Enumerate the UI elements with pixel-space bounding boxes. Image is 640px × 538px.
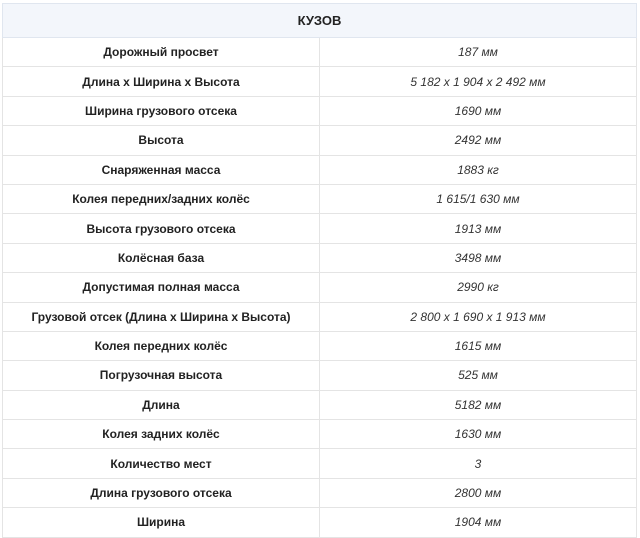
spec-value: 5 182 x 1 904 x 2 492 мм: [320, 67, 637, 96]
spec-label: Колея задних колёс: [3, 420, 320, 449]
table-row: [3, 155, 637, 184]
spec-value: 187 мм: [320, 38, 637, 67]
table-row: [3, 273, 637, 302]
spec-label: Длина x Ширина x Высота: [3, 67, 320, 96]
spec-label: Длина: [3, 390, 320, 419]
spec-label: Высота грузового отсека: [3, 214, 320, 243]
table-header-row: [3, 4, 637, 38]
spec-value: 1 615/1 630 мм: [320, 184, 637, 213]
table-row: [3, 67, 637, 96]
table-row: [3, 184, 637, 213]
spec-label: Снаряженная масса: [3, 155, 320, 184]
spec-value: 2492 мм: [320, 126, 637, 155]
spec-label: Ширина грузового отсека: [3, 96, 320, 125]
spec-value: 525 мм: [320, 361, 637, 390]
spec-value: 1913 мм: [320, 214, 637, 243]
spec-value: 2990 кг: [320, 273, 637, 302]
table-row: [3, 126, 637, 155]
spec-label: Допустимая полная масса: [3, 273, 320, 302]
spec-value: 2 800 x 1 690 x 1 913 мм: [320, 302, 637, 331]
section-title: КУЗОВ: [3, 4, 637, 38]
table-row: [3, 38, 637, 67]
specs-table-body: [3, 38, 637, 538]
table-row: [3, 449, 637, 478]
spec-label: Длина грузового отсека: [3, 478, 320, 507]
table-row: [3, 420, 637, 449]
table-row: [3, 243, 637, 272]
table-row: [3, 508, 637, 537]
spec-label: Высота: [3, 126, 320, 155]
table-row: [3, 96, 637, 125]
spec-value: 1904 мм: [320, 508, 637, 537]
table-row: [3, 361, 637, 390]
table-row: [3, 478, 637, 507]
spec-label: Ширина: [3, 508, 320, 537]
table-row: [3, 214, 637, 243]
spec-label: Грузовой отсек (Длина x Ширина x Высота): [3, 302, 320, 331]
spec-value: 3498 мм: [320, 243, 637, 272]
spec-value: 1630 мм: [320, 420, 637, 449]
spec-label: Количество мест: [3, 449, 320, 478]
spec-value: 2800 мм: [320, 478, 637, 507]
table-row: [3, 302, 637, 331]
spec-value: 3: [320, 449, 637, 478]
spec-value: 1615 мм: [320, 331, 637, 360]
spec-label: Погрузочная высота: [3, 361, 320, 390]
spec-label: Колёсная база: [3, 243, 320, 272]
table-row: [3, 331, 637, 360]
spec-label: Колея передних колёс: [3, 331, 320, 360]
spec-value: 5182 мм: [320, 390, 637, 419]
spec-label: Дорожный просвет: [3, 38, 320, 67]
specs-table: [2, 3, 637, 538]
table-row: [3, 390, 637, 419]
spec-label: Колея передних/задних колёс: [3, 184, 320, 213]
spec-value: 1883 кг: [320, 155, 637, 184]
spec-value: 1690 мм: [320, 96, 637, 125]
